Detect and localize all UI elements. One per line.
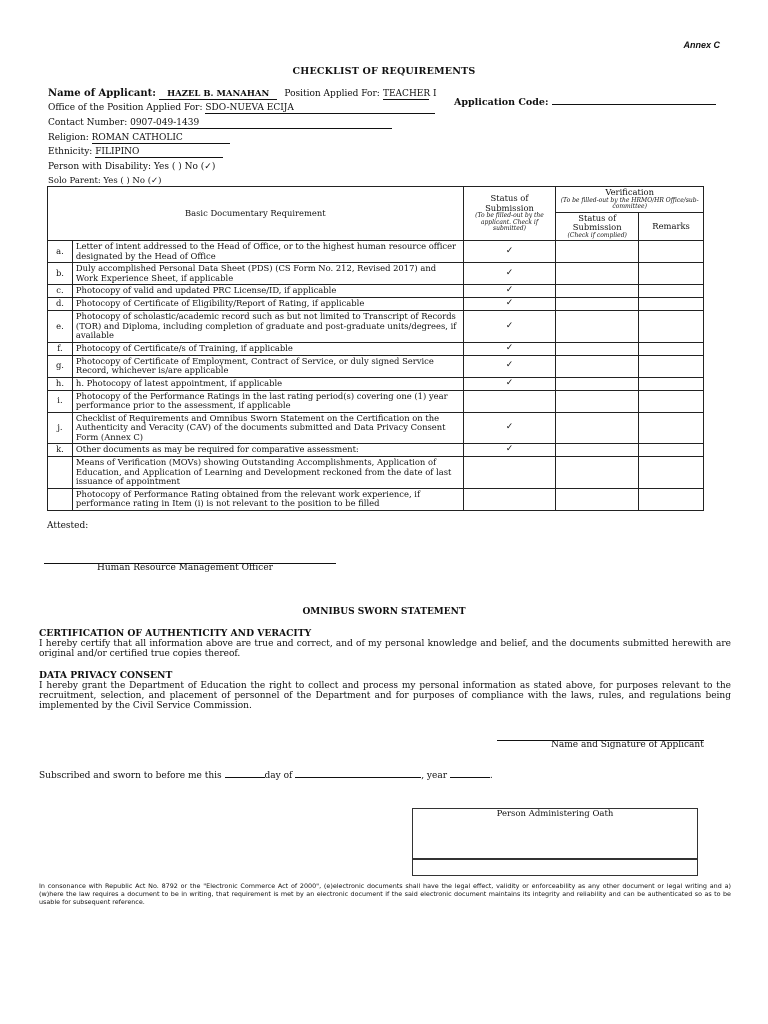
attested-label: Attested: (47, 521, 89, 531)
header-verification-label: Verification (605, 187, 654, 197)
office-label: Office of the Position Applied For: (48, 103, 203, 113)
row-letter: h. (48, 377, 73, 390)
row-verification-cell[interactable] (556, 444, 639, 457)
table-row (48, 457, 704, 489)
row-remarks-cell[interactable] (639, 390, 704, 412)
sworn-text-c: , year (421, 771, 448, 781)
applicant-name-label: Name of Applicant: (48, 88, 156, 99)
row-remarks-cell[interactable] (639, 298, 704, 311)
row-status-check[interactable]: ✓ (463, 377, 556, 390)
table-row (48, 355, 704, 377)
row-requirement: Photocopy of valid and updated PRC License/ID, if applicable (72, 285, 463, 298)
position-field[interactable]: TEACHER I (382, 89, 437, 99)
row-remarks-cell[interactable] (639, 444, 704, 457)
religion-line (48, 133, 230, 144)
row-status-check[interactable] (463, 390, 556, 412)
header-remarks: Remarks (639, 212, 704, 241)
row-remarks-cell[interactable] (639, 488, 704, 510)
hrmo-label: Human Resource Management Officer (97, 563, 273, 573)
row-remarks-cell[interactable] (639, 263, 704, 285)
solo-parent-line[interactable]: Solo Parent: Yes ( ) No (✓) (48, 176, 162, 186)
row-requirement: h. Photocopy of latest appointment, if applicable (72, 377, 463, 390)
row-letter: k. (48, 444, 73, 457)
row-requirement: Photocopy of Certificate of Eligibility/Report of Rating, if applicable (72, 298, 463, 311)
sworn-line (39, 768, 493, 781)
row-remarks-cell[interactable] (639, 342, 704, 355)
office-line (48, 103, 435, 114)
row-status-check[interactable] (463, 488, 556, 510)
table-row (48, 444, 704, 457)
dpc-text: I hereby grant the Department of Education the right to collect and process my personal information as stated above, for purposes relevant to the recruitment, selection, and placement of personnel of the Department and for purposes of compliance with the laws, rules, and regulations being implemented by the Civil Service Commission. (39, 681, 731, 711)
ethnicity-line (48, 147, 223, 158)
header-v-status-note: (Check if complied) (567, 231, 627, 239)
ethnicity-field[interactable]: FILIPINO (95, 147, 223, 158)
row-letter: e. (48, 311, 73, 343)
sworn-day-field[interactable] (225, 768, 265, 778)
row-status-check[interactable]: ✓ (463, 444, 556, 457)
table-row (48, 342, 704, 355)
row-letter (48, 488, 73, 510)
row-verification-cell[interactable] (556, 298, 639, 311)
row-verification-cell[interactable] (556, 285, 639, 298)
header-v-status-label: Status of Submission (572, 212, 622, 232)
footer-note: In consonance with Republic Act No. 8792 or the "Electronic Commerce Act of 2000", (e)electronic documents shall have the legal effect, validity or enforceability as any other document or legal writing and a) (w)here the law requires a document to be in writing, that requirement is met by an electronic document if the said electronic document maintains its integrity and reliability and can be authenticated so as to be usable for subsequent reference. (39, 882, 731, 906)
table-row (48, 412, 704, 444)
row-letter: b. (48, 263, 73, 285)
header-status (463, 187, 556, 241)
row-requirement: Photocopy of the Performance Ratings in the last rating period(s) covering one (1) year performance prior to the assessment, if applicable (72, 390, 463, 412)
row-requirement: Means of Verification (MOVs) showing Outstanding Accomplishments, Application of Education, and Application of Learning and Development reckoned from the date of last issuance of appointment (72, 457, 463, 489)
row-verification-cell[interactable] (556, 355, 639, 377)
sworn-text-d: . (489, 771, 493, 781)
application-code-field[interactable] (552, 94, 716, 105)
table-row (48, 390, 704, 412)
row-requirement: Checklist of Requirements and Omnibus Sworn Statement on the Certification on the Authenticity and Veracity (CAV) of the documents submitted and Data Privacy Consent Form (Annex C) (72, 412, 463, 444)
row-requirement: Photocopy of scholastic/academic record such as but not limited to Transcript of Records (TOR) and Diploma, including completion of graduate and post-graduate units/degrees, if available (72, 311, 463, 343)
contact-label: Contact Number: (48, 118, 128, 128)
row-status-check[interactable]: ✓ (463, 311, 556, 343)
row-remarks-cell[interactable] (639, 412, 704, 444)
table-row (48, 311, 704, 343)
row-letter (48, 457, 73, 489)
dpc-title: DATA PRIVACY CONSENT (39, 670, 173, 681)
office-field[interactable]: SDO-NUEVA ECIJA (205, 103, 435, 114)
row-remarks-cell[interactable] (639, 285, 704, 298)
row-requirement: Photocopy of Certificate of Employment, Contract of Service, or duly signed Service Record, whichever is/are applicable (72, 355, 463, 377)
row-letter: d. (48, 298, 73, 311)
table-row (48, 263, 704, 285)
header-status-note: (To be filled-out by the applicant. Check if submitted) (475, 212, 544, 233)
row-remarks-cell[interactable] (639, 241, 704, 263)
row-remarks-cell[interactable] (639, 457, 704, 489)
row-letter: g. (48, 355, 73, 377)
contact-line (48, 118, 392, 129)
sworn-text-a: Subscribed and sworn to before me this (39, 771, 222, 781)
religion-field[interactable]: ROMAN CATHOLIC (92, 133, 230, 144)
table-header-row (48, 187, 704, 213)
table-row (48, 298, 704, 311)
application-code-label: Application Code: (454, 97, 549, 108)
row-verification-cell[interactable] (556, 311, 639, 343)
row-remarks-cell[interactable] (639, 355, 704, 377)
page-title: CHECKLIST OF REQUIREMENTS (292, 66, 476, 77)
table-row (48, 285, 704, 298)
oath-label: Person Administering Oath (496, 809, 614, 819)
row-verification-cell[interactable] (556, 342, 639, 355)
row-verification-cell[interactable] (556, 263, 639, 285)
row-verification-cell[interactable] (556, 457, 639, 489)
row-letter: a. (48, 241, 73, 263)
row-letter: f. (48, 342, 73, 355)
row-verification-cell[interactable] (556, 390, 639, 412)
header-status-label: Status of Submission (485, 193, 534, 213)
ethnicity-label: Ethnicity: (48, 147, 93, 157)
table-row (48, 488, 704, 510)
row-remarks-cell[interactable] (639, 311, 704, 343)
annex-label: Annex C (683, 40, 720, 50)
sworn-year-field[interactable] (450, 768, 490, 778)
table-row (48, 241, 704, 263)
cav-title: CERTIFICATION OF AUTHENTICITY AND VERACITY (39, 628, 312, 639)
row-letter: c. (48, 285, 73, 298)
row-letter: i. (48, 390, 73, 412)
table-row (48, 377, 704, 390)
row-status-check[interactable]: ✓ (463, 263, 556, 285)
row-letter: j. (48, 412, 73, 444)
sworn-text-b: day of (264, 771, 293, 781)
row-verification-cell[interactable] (556, 412, 639, 444)
oath-name-box[interactable] (412, 858, 698, 876)
row-status-check[interactable]: ✓ (463, 412, 556, 444)
row-status-check[interactable]: ✓ (463, 298, 556, 311)
row-requirement: Photocopy of Performance Rating obtained from the relevant work experience, if performance rating in Item (i) is not relevant to the position to be filled (72, 488, 463, 510)
row-verification-cell[interactable] (556, 488, 639, 510)
applicant-name-field[interactable]: HAZEL B. MANAHAN (159, 89, 277, 100)
row-requirement: Other documents as may be required for comparative assessment: (72, 444, 463, 457)
applicant-name-line (48, 88, 437, 100)
signature-label: Name and Signature of Applicant (551, 740, 704, 750)
row-status-check[interactable]: ✓ (463, 342, 556, 355)
header-verification (556, 187, 704, 213)
row-verification-cell[interactable] (556, 241, 639, 263)
sworn-month-field[interactable] (295, 768, 421, 778)
cav-text: I hereby certify that all information above are true and correct, and of my personal knowledge and belief, and the documents submitted herewith are original and/or certified true copies thereof. (39, 639, 731, 659)
row-status-check[interactable]: ✓ (463, 241, 556, 263)
row-verification-cell[interactable] (556, 377, 639, 390)
row-status-check[interactable]: ✓ (463, 355, 556, 377)
row-requirement: Duly accomplished Personal Data Sheet (PDS) (CS Form No. 212, Revised 2017) and Work Experience Sheet, if applicable (72, 263, 463, 285)
header-v-status (556, 212, 639, 241)
religion-label: Religion: (48, 133, 89, 143)
row-remarks-cell[interactable] (639, 377, 704, 390)
application-code-line (454, 94, 716, 108)
omnibus-title: OMNIBUS SWORN STATEMENT (302, 607, 466, 617)
row-status-check[interactable]: ✓ (463, 285, 556, 298)
requirements-table (47, 186, 704, 511)
row-requirement: Photocopy of Certificate/s of Training, if applicable (72, 342, 463, 355)
position-label: Position Applied For: (284, 89, 380, 99)
row-status-check[interactable] (463, 457, 556, 489)
contact-field[interactable]: 0907-049-1439 (130, 118, 392, 129)
header-requirement (48, 187, 464, 241)
header-verification-note: (To be filled-out by the HRMO/HR Office/sub-committee) (560, 196, 699, 210)
header-requirement-label: Basic Documentary Requirement (184, 207, 326, 218)
row-requirement: Letter of intent addressed to the Head of Office, or to the highest human resource officer designated by the Head of Office (72, 241, 463, 263)
pwd-line[interactable]: Person with Disability: Yes ( ) No (✓) (48, 162, 216, 172)
